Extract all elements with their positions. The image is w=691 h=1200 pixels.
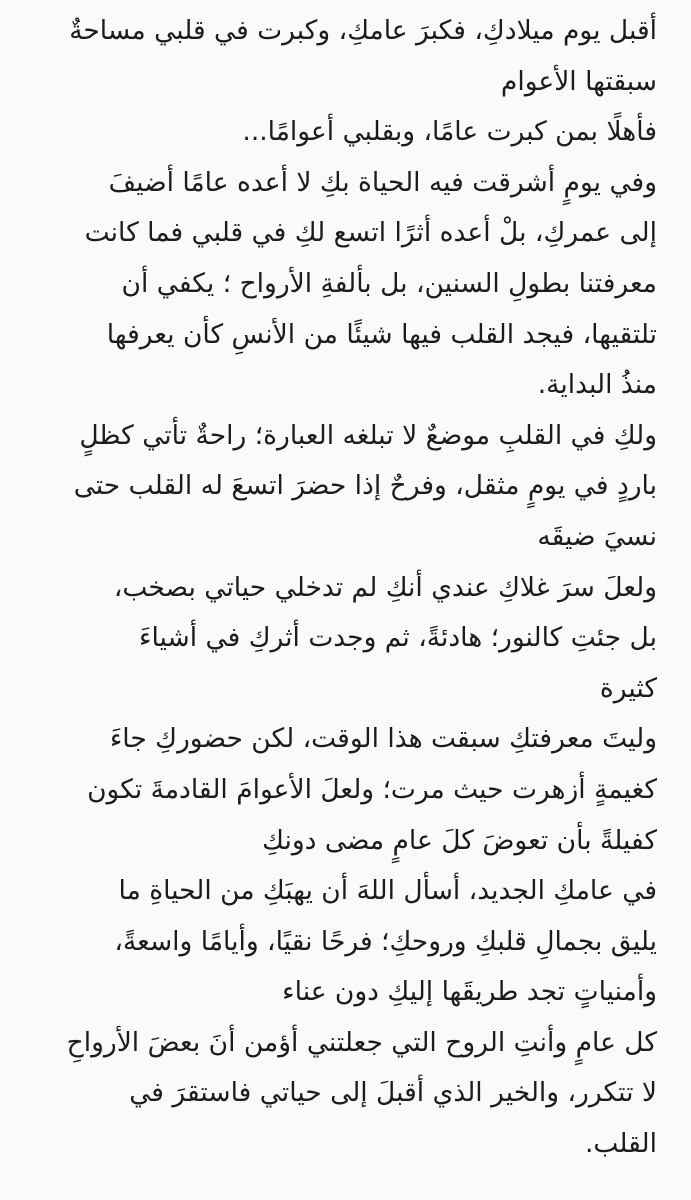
text-line: يليق بجمالِ قلبكِ وروحكِ؛ فرحًا نقيًا، وأيامًا واسعةً، — [114, 925, 657, 957]
text-line: وأمنياتٍ تجد طريقَها إليكِ دون عناء — [282, 976, 657, 1008]
text-line: فأهلًا بمن كبرت عامًا، وبقلبي أعوامًا... — [242, 116, 657, 148]
text-line: وليتَ معرفتكِ سبقت هذا الوقت، لكن حضوركِ جاءَ — [109, 723, 657, 755]
text-line: سبقتها الأعوام — [500, 65, 657, 97]
poem-text — [24, 6, 657, 1170]
text-line: لا تتكرر، والخير الذي أقبلَ إلى حياتي فاستقرَ في — [129, 1077, 657, 1109]
text-line: ولعلَ سرَ غلاكِ عندي أنكِ لم تدخلي حياتي بصخب، — [113, 571, 657, 603]
text-line: كل عامٍ وأنتِ الروح التي جعلتني أؤمن أنَ بعضَ الأرواحِ — [66, 1026, 657, 1058]
text-line: معرفتنا بطولِ السنين، بل بألفةِ الأرواح ؛ يكفي أن — [121, 267, 657, 299]
text-line: تلتقيها، فيجد القلب فيها شيئًا من الأنسِ كأن يعرفها — [106, 318, 657, 350]
text-line: ولكِ في القلبِ موضعٌ لا تبلغه العبارة؛ راحةٌ تأتي كظلٍ — [79, 419, 657, 451]
text-line: كغيمةٍ أزهرت حيث مرت؛ ولعلَ الأعوامَ القادمةَ تكون — [87, 773, 657, 805]
text-line: منذُ البداية. — [537, 369, 657, 401]
text-line: كثيرة — [599, 672, 657, 704]
text-line: بل جئتِ كالنور؛ هادئةً، ثم وجدت أثركِ في أشياءَ — [139, 622, 657, 654]
text-line: أقبل يوم ميلادكِ، فكبرَ عامكِ، وكبرت في قلبي مساحةٌ — [69, 15, 657, 46]
text-line: في عامكِ الجديد، أسأل اللهَ أن يهبَكِ من الحياةِ ما — [118, 875, 657, 907]
text-line: القلب. — [584, 1128, 657, 1160]
text-line: كفيلةً بأن تعوضَ كلَ عامٍ مضى دونكِ — [262, 824, 657, 856]
text-line: باردٍ في يومٍ مثقل، وفرحٌ إذا حضرَ اتسعَ له القلب حتى — [73, 470, 657, 502]
text-line: إلى عمركِ، بلْ أعده أثرًا اتسع لكِ في قلبي فما كانت — [84, 217, 657, 249]
text-line: وفي يومٍ أشرقت فيه الحياة بكِ لا أعده عامًا أضيفَ — [108, 166, 657, 198]
text-line: نسيَ ضيقَه — [537, 520, 657, 552]
